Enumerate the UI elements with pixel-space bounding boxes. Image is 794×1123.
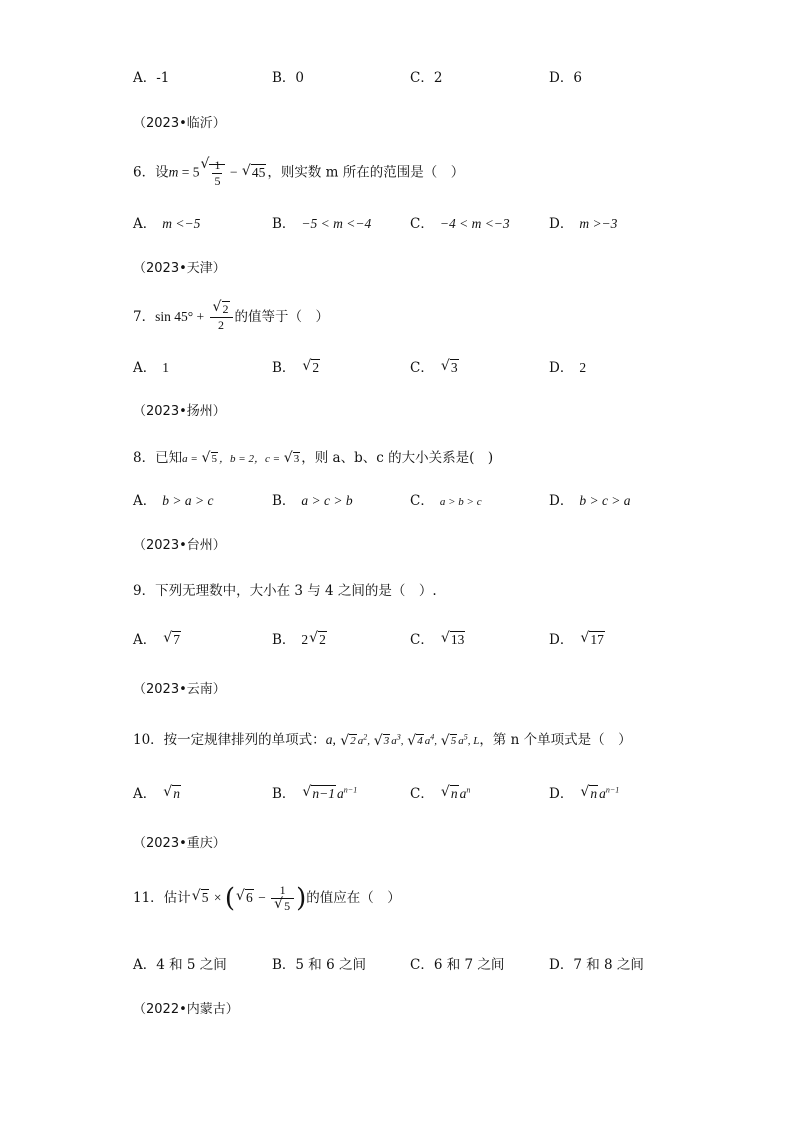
q7-frac: √ $\frac{2}{2}$	[210, 302, 233, 333]
q11-sqrt5: √ 5	[192, 890, 210, 906]
q8-option-d: D． b > c > a	[549, 493, 631, 509]
q7-option-c: C．√ 3	[410, 356, 460, 376]
q7-suffix: 的值等于（ ）	[234, 309, 329, 325]
q8-b-eq: ，b = 2，c =	[219, 453, 283, 465]
q8-source: （2023•台州）	[133, 538, 226, 553]
q6-option-a: A． m <−5	[133, 216, 201, 232]
q6-option-b: B． −5 < m <−4	[272, 216, 372, 232]
q6-frac-den: 5	[214, 174, 221, 188]
q11-right-paren: )	[296, 883, 307, 914]
q6-sqrt-frac	[200, 158, 225, 189]
q6-sqrt-45: √ 45	[242, 165, 267, 181]
q7-option-a: A． 1	[133, 360, 169, 376]
q9-option-a: A．√ 7	[133, 628, 182, 648]
q8-option-a: A． b > a > c	[133, 493, 214, 509]
q9-option-b: B． 2√ 2	[272, 628, 328, 648]
q11-option-a: A．4 和 5 之间	[133, 957, 227, 973]
q11-source: （2022•内蒙古）	[133, 1002, 239, 1017]
q7-question	[133, 302, 329, 333]
q8-a-sqrt: √ 5	[202, 452, 219, 465]
q11-left-paren: (	[224, 883, 235, 914]
q6-eq: = 5	[178, 164, 200, 180]
q11-option-b: B．5 和 6 之间	[272, 957, 366, 973]
q9-source: （2023•云南）	[133, 682, 226, 697]
q6-source: （2023•天津）	[133, 261, 226, 276]
q5-option-d: D．6	[549, 70, 582, 86]
q11-question	[133, 883, 401, 914]
q11-minus: −	[254, 890, 270, 905]
q10-sequence: √ 2 $a^2$, √ 3 $a^3$, √ 4 $a^4$, √ 5 $a^5$, L	[339, 735, 479, 747]
q7-prefix: 7．	[133, 309, 156, 325]
q5-option-a: A．-1	[133, 70, 170, 86]
q5-option-b: B．0	[272, 70, 305, 86]
q10-prefix: 10．按一定规律排列的单项式：	[133, 732, 326, 748]
q9-question: 9．下列无理数中，大小在 3 与 4 之间的是（ ）.	[133, 583, 437, 599]
q11-sqrt6: √ 6	[236, 890, 254, 906]
q10-question	[133, 728, 632, 748]
q10-seq-a: a,	[325, 732, 340, 747]
q10-suffix: ，第 n 个单项式是（ ）	[479, 732, 632, 748]
q8-option-c: C． a > b > c	[410, 493, 482, 509]
q8-prefix: 8．已知	[133, 450, 183, 466]
q6-m: m	[168, 164, 179, 180]
q7-sin: sin 45° +	[155, 309, 208, 324]
q6-prefix: 6．设	[133, 164, 169, 181]
q6-option-d: D． m >−3	[549, 216, 618, 232]
q11-times: ×	[210, 890, 225, 905]
q6-option-c: C． −4 < m <−3	[410, 216, 510, 232]
q8-option-b: B． a > c > b	[272, 493, 353, 509]
q10-option-c: C．√ n $a^n$	[410, 782, 470, 802]
q10-option-b: B．√ n−1 $a^{n-1}$	[272, 782, 357, 802]
q7-option-d: D． 2	[549, 360, 587, 376]
q11-frac: 1 √ 5	[271, 883, 294, 914]
q7-option-b: B．√ 2	[272, 356, 321, 376]
q7-source: （2023•扬州）	[133, 404, 226, 419]
q8-a-eq: a =	[182, 453, 201, 465]
q8-c-sqrt: √ 3	[284, 452, 301, 465]
q9-option-d: D．√ 17	[549, 628, 606, 648]
q8-question	[133, 446, 493, 466]
q5-option-c: C．2	[410, 70, 443, 86]
q11-prefix: 11．估计	[133, 890, 191, 906]
q6-frac-num: √ 1	[214, 158, 221, 172]
q8-suffix: ，则 a、b、c 的大小关系是( )	[301, 450, 494, 466]
q6-suffix: ，则实数 m 所在的范围是（ ）	[267, 164, 465, 181]
q5-source: （2023•临沂）	[133, 116, 226, 131]
q6-question	[133, 158, 464, 189]
q11-option-d: D．7 和 8 之间	[549, 957, 644, 973]
q9-option-c: C．√ 13	[410, 628, 466, 648]
q10-option-d: D．√ n $a^{n-1}$	[549, 782, 619, 802]
q10-source: （2023•重庆）	[133, 836, 226, 851]
q6-minus: −	[226, 164, 241, 180]
q11-option-c: C．6 和 7 之间	[410, 957, 505, 973]
q11-suffix: 的值应在（ ）	[306, 890, 401, 906]
q10-option-a: A．√ n	[133, 782, 182, 802]
